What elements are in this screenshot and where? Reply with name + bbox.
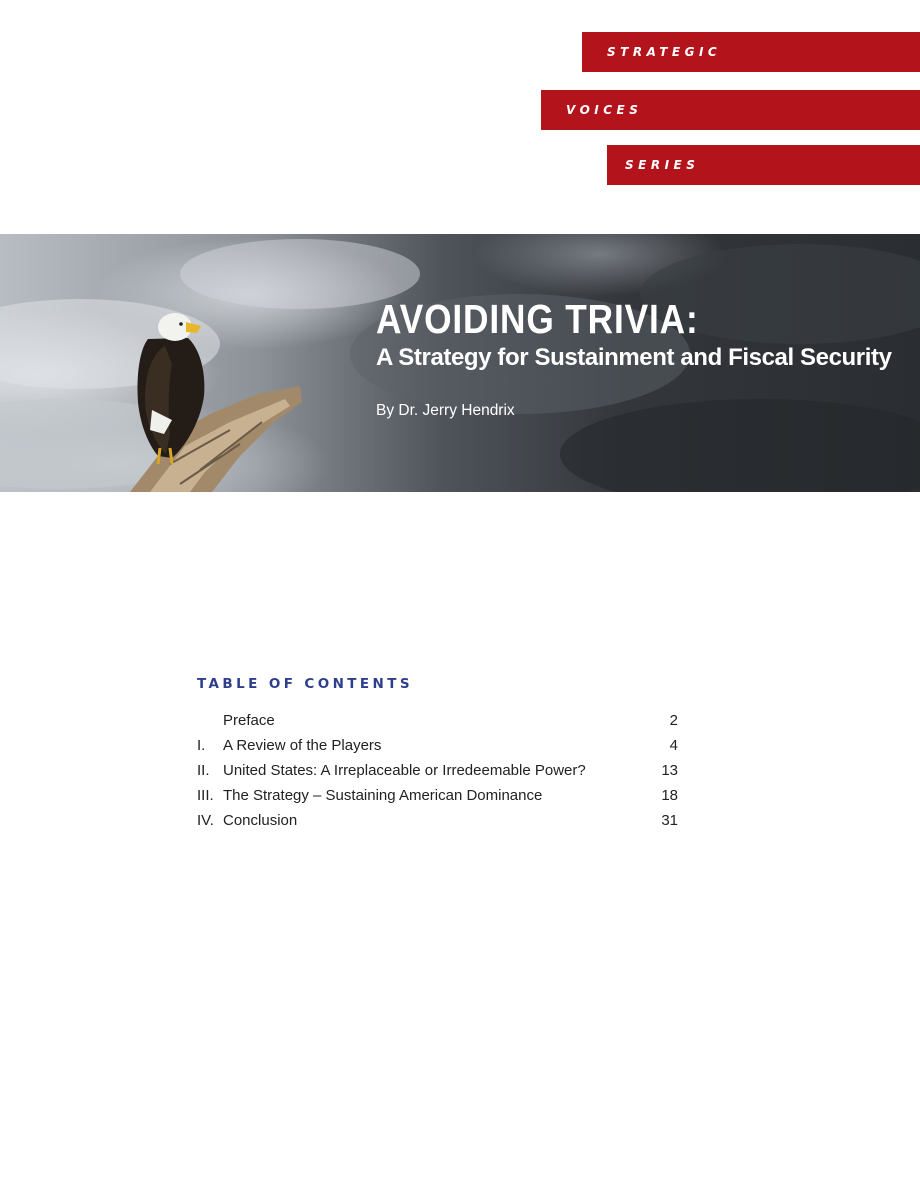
hero-banner [0, 234, 920, 492]
toc-entry-number: I. [197, 737, 206, 754]
toc-entry-page: 2 [669, 712, 678, 729]
toc-entry-title: A Review of the Players [223, 737, 382, 754]
toc-entry-title: Preface [223, 712, 275, 729]
series-word-voices: VOICES [566, 103, 643, 117]
toc-entry-title: The Strategy – Sustaining American Dominance [223, 787, 543, 804]
toc-entry-page: 18 [661, 787, 678, 804]
toc-entry-conclusion[interactable] [197, 808, 681, 833]
report-title: AVOIDING TRIVIA: [376, 296, 699, 342]
series-band-voices [541, 90, 920, 130]
series-band-series [607, 145, 920, 185]
toc-entry-united-states[interactable] [197, 758, 681, 783]
table-of-contents [197, 676, 681, 833]
series-word-series: SERIES [625, 158, 700, 172]
toc-entry-page: 31 [661, 812, 678, 829]
series-word-strategic: STRATEGIC [607, 45, 722, 59]
series-band-strategic [582, 32, 920, 72]
toc-entry-number: IV. [197, 812, 214, 829]
toc-entry-number: II. [197, 762, 210, 779]
toc-entry-number: III. [197, 787, 214, 804]
report-author: By Dr. Jerry Hendrix [376, 402, 515, 419]
toc-heading: TABLE OF CONTENTS [197, 676, 413, 692]
toc-entry-page: 4 [669, 737, 678, 754]
report-subtitle: A Strategy for Sustainment and Fiscal Security [376, 344, 892, 371]
toc-entry-the-strategy[interactable] [197, 783, 681, 808]
toc-entry-title: Conclusion [223, 812, 298, 829]
toc-entry-review-of-players[interactable] [197, 733, 681, 758]
toc-entry-page: 13 [661, 762, 678, 779]
toc-entry-preface[interactable] [197, 708, 681, 733]
toc-entry-title: United States: A Irreplaceable or Irredeemable Power? [223, 762, 586, 779]
